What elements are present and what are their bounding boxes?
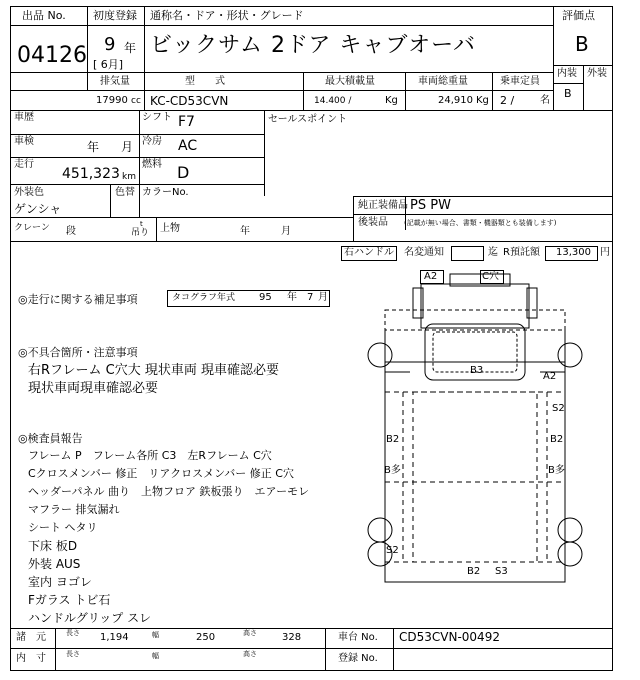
- inspector-title: ◎検査員報告: [18, 432, 83, 445]
- genuine-equipment-label: 純正装備品: [358, 200, 408, 211]
- crane-lift-unit: 吊り: [131, 228, 150, 238]
- front-right-wheel: [558, 343, 582, 367]
- damage-mark: S3: [495, 566, 508, 577]
- exterior-color: ゲンシャ: [14, 202, 62, 216]
- rear-left-wheel: [368, 518, 392, 542]
- crane-ton-unit: t: [140, 220, 143, 228]
- recycle-deposit: 13,300: [556, 247, 591, 258]
- grade-label: 評価点: [562, 9, 595, 22]
- inspection-year-unit: 年: [87, 140, 100, 154]
- shift-label: シフト: [142, 112, 172, 123]
- name-change-box: [451, 246, 484, 261]
- damage-mark: B多: [384, 465, 401, 476]
- capacity-label: 乗車定員: [500, 76, 540, 87]
- max-load: 14.400 /: [314, 96, 352, 106]
- damage-mark: A2: [424, 271, 438, 282]
- fuel-label: 燃料: [142, 159, 162, 170]
- damage-mark: S2: [386, 545, 399, 556]
- damage-mark: C穴: [482, 271, 499, 282]
- tachograph-month-unit: 月: [318, 292, 328, 303]
- model-type: KC-CD53CVN: [150, 94, 229, 108]
- inspector-line: マフラー 排気漏れ: [28, 503, 120, 516]
- height-label: 高さ: [243, 629, 257, 637]
- length-label: 長さ: [66, 629, 80, 637]
- inspector-line: ハンドルグリップ スレ: [28, 611, 152, 625]
- model-label: 通称名・ドア・形状・グレード: [150, 9, 304, 22]
- defect-title: ◎不具合箇所・注意事項: [18, 346, 138, 359]
- deadline-unit: 迄: [488, 247, 498, 258]
- model-name: ビックサム 2ドア キャブオーバ: [150, 33, 477, 58]
- yen-unit: 円: [600, 247, 610, 258]
- damage-mark: B多: [548, 465, 565, 476]
- damage-mark: B2: [467, 566, 481, 577]
- lot-number-label: 出品 No.: [22, 9, 66, 22]
- name-change-label: 名変通知: [404, 247, 444, 258]
- tachograph-label: タコグラフ年式: [172, 293, 236, 303]
- aftermarket-label: 後装品: [358, 217, 388, 228]
- upper-body-year-unit: 年: [240, 226, 250, 237]
- mileage-value: 451,323: [62, 166, 120, 182]
- sales-point-label: セールスポイント: [268, 114, 348, 125]
- aircon-value: AC: [178, 138, 198, 154]
- gross-weight-label: 車両総重量: [418, 76, 468, 87]
- mileage-unit: km: [122, 172, 136, 182]
- genuine-equipment: PS PW: [410, 198, 451, 213]
- cc-unit: cc: [131, 96, 141, 106]
- displacement: 17990: [96, 95, 128, 106]
- aftermarket-note: (記載が無い場合、書類・機器類とも装備します): [404, 219, 557, 227]
- first-registration-label: 初度登録: [93, 9, 137, 22]
- damage-mark: B2: [386, 434, 400, 445]
- inspection-month-unit: 月: [121, 140, 134, 154]
- inspector-line: シート ヘタリ: [28, 521, 98, 534]
- inspector-line: フレーム P フレーム各所 C3 左Rフレーム C穴: [28, 449, 272, 462]
- first-registration-year: 9: [104, 34, 116, 55]
- exterior-color-label: 外装色: [14, 187, 44, 198]
- lot-number: 04126: [17, 43, 87, 68]
- height-label: 高さ: [243, 650, 257, 658]
- interior-grade-label: 内装: [557, 68, 577, 79]
- defect-line: 現状車両現車確認必要: [28, 381, 159, 396]
- chassis-number-label: 車台 No.: [338, 632, 378, 643]
- overall-grade: B: [575, 32, 589, 56]
- right-hand-drive: 右ハンドル: [344, 247, 394, 258]
- first-registration-month: [ 6月]: [93, 58, 124, 71]
- fuel-value: D: [177, 163, 190, 182]
- gross-weight-unit: Kg: [476, 95, 489, 106]
- tachograph-year-unit: 年: [287, 292, 297, 303]
- color-number-label: カラーNo.: [142, 187, 189, 198]
- history-label: 車歴: [14, 112, 34, 123]
- upper-body-label: 上物: [160, 223, 180, 234]
- interior-grade: B: [564, 87, 572, 100]
- inspector-line: ヘッダーパネル 曲り 上物フロア 鉄板張り エアーモレ: [28, 485, 310, 498]
- recycle-deposit-label: R預託額: [503, 247, 540, 258]
- interior-dimensions-label: 内 寸: [16, 653, 46, 664]
- max-load-label: 最大積載量: [325, 76, 375, 87]
- width-label: 幅: [152, 652, 159, 660]
- mileage-label: 走行: [14, 159, 34, 170]
- damage-mark: B2: [550, 434, 564, 445]
- tachograph-month: 7: [307, 292, 314, 303]
- truck-damage-diagram: [355, 262, 595, 587]
- width: 250: [196, 632, 216, 643]
- exterior-grade-label: 外装: [587, 68, 607, 79]
- tachograph-year: 95: [259, 292, 272, 303]
- inspector-line: 外装 AUS: [28, 557, 81, 571]
- damage-mark: S2: [552, 403, 565, 414]
- inspector-line: 下床 板D: [28, 539, 78, 553]
- crane-stages-unit: 段: [66, 226, 76, 237]
- inspector-line: Cクロスメンバー 修正 リアクロスメンバー 修正 C穴: [28, 467, 294, 480]
- gross-weight: 24,910: [438, 95, 473, 106]
- type-label: 型 式: [185, 76, 225, 87]
- length-label: 長さ: [66, 650, 80, 658]
- defect-line: 右Rフレーム C穴大 現状車両 現車確認必要: [28, 363, 279, 378]
- inspector-line: 室内 ヨゴレ: [28, 575, 92, 589]
- length: 1,194: [100, 632, 129, 643]
- inspection-label: 車検: [14, 136, 34, 147]
- color-change-label: 色替: [115, 187, 135, 198]
- year-unit: 年: [124, 41, 137, 55]
- specs-label: 諸 元: [16, 632, 46, 643]
- height: 328: [282, 632, 302, 643]
- front-left-wheel: [368, 343, 392, 367]
- width-label: 幅: [152, 631, 159, 639]
- capacity-unit: 名: [540, 95, 550, 106]
- shift-value: F7: [178, 114, 195, 130]
- upper-body-month-unit: 月: [281, 226, 291, 237]
- max-load-unit: Kg: [385, 95, 398, 106]
- damage-mark: B3: [470, 365, 484, 376]
- rear-right-wheel: [558, 518, 582, 542]
- inspector-line: Fガラス トビ石: [28, 593, 111, 607]
- chassis-number: CD53CVN-00492: [399, 630, 500, 644]
- crane-label: クレーン: [14, 223, 50, 233]
- aircon-label: 冷房: [142, 136, 162, 147]
- damage-mark: A2: [543, 371, 557, 382]
- registration-number-label: 登録 No.: [338, 653, 378, 664]
- displacement-label: 排気量: [100, 76, 130, 87]
- supplement-title: ◎走行に関する補足事項: [18, 293, 138, 306]
- cab-roof-outline: [421, 284, 529, 328]
- capacity: 2 /: [500, 94, 515, 107]
